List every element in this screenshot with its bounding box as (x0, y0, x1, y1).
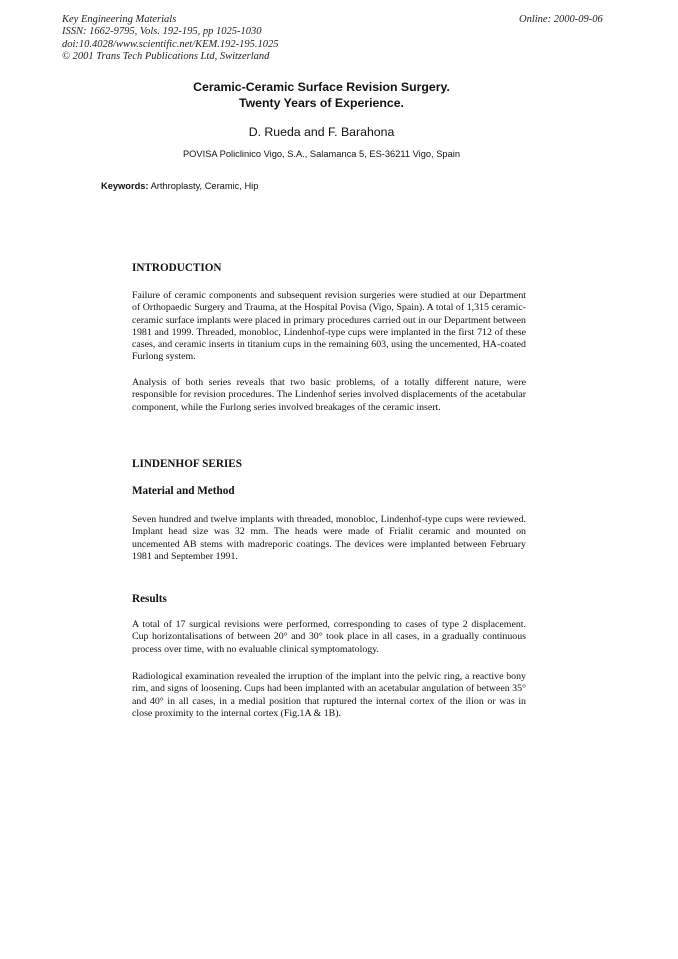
doi-line: doi:10.4028/www.scientific.net/KEM.192-195.1025 (62, 38, 279, 50)
journal-header (62, 14, 279, 63)
keywords (101, 180, 258, 192)
introduction-paragraph-2: Analysis of both series reveals that two basic problems, of a totally different nature, were responsible for revision procedures. The Lindenhof series involved displacements of the acetabular component, while the Furlong series involved breakages of the ceramic insert. (132, 377, 526, 413)
introduction-heading: INTRODUCTION (132, 262, 222, 274)
keywords-label: Keywords: (101, 181, 149, 191)
results-heading: Results (132, 593, 167, 605)
title-line-1: Ceramic-Ceramic Surface Revision Surgery. (193, 80, 450, 94)
keywords-list: Arthroplasty, Ceramic, Hip (150, 181, 259, 191)
journal-name: Key Engineering Materials (62, 14, 177, 25)
results-paragraph-2: Radiological examination revealed the irruption of the implant into the pelvic ring, a reactive bony rim, and signs of loosening. Cups had been implanted with an acetabular angulation of between 35° and 40° in all cases, in a medial position that ruptured the internal cortex of the ilion or was in close proximity to the internal cortex (Fig.1A & 1B). (132, 671, 526, 719)
online-date: Online: 2000-09-06 (519, 14, 603, 25)
authors: D. Rueda and F. Barahona (248, 125, 395, 139)
material-method-paragraph: Seven hundred and twelve implants with threaded, monobloc, Lindenhof-type cups were reviewed. Implant head size was 32 mm. The heads were made of Frialit ceramic and mounted on uncemented AB stems with madreporic coatings. The devices were implanted between February 1981 and September 1991. (132, 514, 526, 562)
material-method-heading: Material and Method (132, 485, 235, 497)
copyright-line: © 2001 Trans Tech Publications Ltd, Switzerland (62, 50, 270, 62)
issn-line: ISSN: 1662-9795, Vols. 192-195, pp 1025-1030 (62, 26, 262, 38)
introduction-paragraph-1: Failure of ceramic components and subsequent revision surgeries were studied at our Department of Orthopaedic Surgery and Trauma, at the Hospital Povisa (Vigo, Spain). A total of 1,315 ceramic-ceramic surface implants were placed in primary procedures carried out in our Department between 1981 and 1999. Threaded, monobloc, Lindenhof-type cups were implanted in the first 712 of these cases, and ceramic inserts in titanium cups in the remaining 603, using the uncemented, HA-coated Furlong system. (132, 290, 526, 363)
affiliation: POVISA Policlinico Vigo, S.A., Salamanca 5, ES-36211 Vigo, Spain (182, 149, 460, 159)
paper-title (0, 80, 643, 111)
title-line-2: Twenty Years of Experience. (239, 95, 404, 110)
lindenhof-series-heading: LINDENHOF SERIES (132, 458, 242, 470)
results-paragraph-1: A total of 17 surgical revisions were performed, corresponding to cases of type 2 displacement. Cup horizontalisations of between 20° and 30° took place in all cases, in a gradually continuous process over time, with no evaluable clinical symptomatology. (132, 619, 526, 655)
